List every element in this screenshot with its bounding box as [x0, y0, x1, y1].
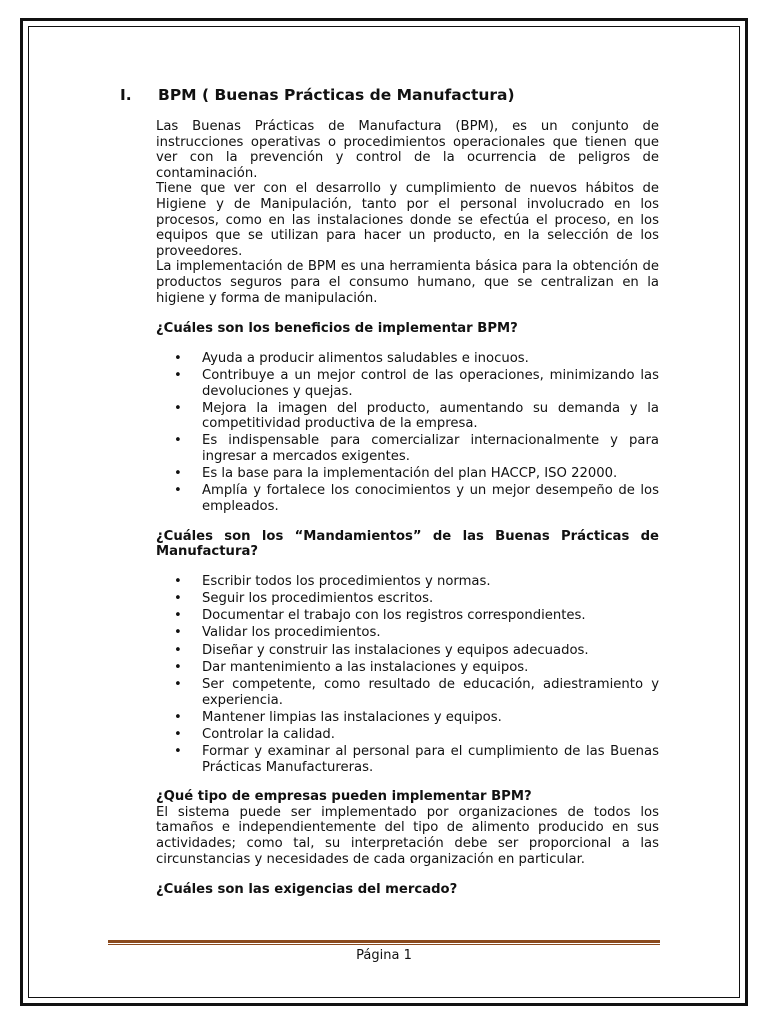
list-item: • Controlar la calidad. — [174, 726, 335, 742]
footer-rule-thick — [108, 940, 660, 943]
list-item: • Formar y examinar al personal para el cumplimiento de las Buenas Prácticas Manufactureras. — [174, 744, 659, 775]
intro-paragraph-1: Las Buenas Prácticas de Manufactura (BPM), es un conjunto de instrucciones operativas o procedimientos operacionales que tienen que ver con la prevención y control de la ocurrencia de peligros de contaminación. — [156, 119, 659, 181]
bullet-icon: • — [174, 400, 182, 416]
bullet-icon: • — [174, 709, 182, 725]
list-item: • Es la base para la implementación del plan HACCP, ISO 22000. — [174, 466, 618, 482]
bullet-icon: • — [174, 591, 182, 606]
list-item: • Contribuye a un mejor control de las operaciones, minimizando las devoluciones y quejas. — [174, 367, 659, 399]
list-item: • Mejora la imagen del producto, aumentando su demanda y la competitividad productiva de la empresa. — [174, 400, 659, 432]
bullet-icon: • — [174, 659, 182, 675]
list-item: • Escribir todos los procedimientos y normas. — [174, 573, 491, 589]
footer-rule-thin — [108, 944, 660, 945]
page-number: Página 1 — [356, 948, 412, 963]
list-item: • Diseñar y construir las instalaciones y equipos adecuados. — [174, 642, 589, 658]
bullet-icon: • — [174, 483, 182, 499]
list-item: • Mantener limpias las instalaciones y equipos. — [174, 709, 502, 725]
bullet-icon: • — [174, 642, 182, 658]
list-item: • Documentar el trabajo con los registros correspondientes. — [174, 608, 586, 624]
bullet-icon: • — [174, 676, 182, 692]
list-item: • Seguir los procedimientos escritos. — [174, 591, 434, 606]
commandments-list — [156, 574, 659, 775]
intro-paragraph-2: Tiene que ver con el desarrollo y cumplimiento de nuevos hábitos de Higiene y de Manipulación, tanto por el personal involucrado en los procesos, como en las instalaciones donde se efectúa el proceso, en los equipos que se utilizan para hacer un producto, en la selección de los proveedores. — [156, 181, 659, 259]
bullet-icon: • — [174, 466, 182, 482]
list-item: • Ayuda a producir alimentos saludables e inocuos. — [174, 350, 529, 366]
document-body — [156, 119, 659, 898]
bullet-icon: • — [174, 744, 182, 760]
bullet-icon: • — [174, 433, 182, 449]
intro-paragraph-3: La implementación de BPM es una herramienta básica para la obtención de productos seguros para el consumo humano, que se centralizan en la higiene y forma de manipulación. — [156, 259, 659, 306]
section-number: I. — [120, 86, 132, 104]
question-market-requirements: ¿Cuáles son las exigencias del mercado? — [156, 882, 458, 898]
answer-company-types: El sistema puede ser implementado por organizaciones de todos los tamaños e independientemente del tipo de alimento producido en sus actividades; como tal, su interpretación debe ser proporcional a las circunstancias y necesidades de cada organización en particular. — [156, 804, 659, 867]
benefits-list — [156, 351, 659, 515]
bullet-icon: • — [174, 573, 182, 589]
question-benefits: ¿Cuáles son los beneficios de implementar BPM? — [156, 321, 518, 337]
section-heading — [120, 86, 515, 104]
bullet-icon: • — [174, 625, 182, 641]
question-commandments: ¿Cuáles son los “Mandamientos” de las Buenas Prácticas de Manufactura? — [156, 528, 659, 560]
list-item: • Validar los procedimientos. — [174, 625, 381, 641]
bullet-icon: • — [174, 726, 182, 742]
list-item: • Amplía y fortalece los conocimientos y un mejor desempeño de los empleados. — [174, 483, 659, 515]
question-company-types: ¿Qué tipo de empresas pueden implementar BPM? — [156, 789, 532, 805]
bullet-icon: • — [174, 350, 182, 366]
list-item: • Es indispensable para comercializar internacionalmente y para ingresar a mercados exigentes. — [174, 433, 659, 465]
bullet-icon: • — [174, 608, 182, 624]
bullet-icon: • — [174, 367, 182, 383]
list-item: • Dar mantenimiento a las instalaciones y equipos. — [174, 659, 529, 675]
section-title: BPM ( Buenas Prácticas de Manufactura) — [158, 86, 515, 104]
list-item: • Ser competente, como resultado de educación, adiestramiento y experiencia. — [174, 676, 659, 708]
